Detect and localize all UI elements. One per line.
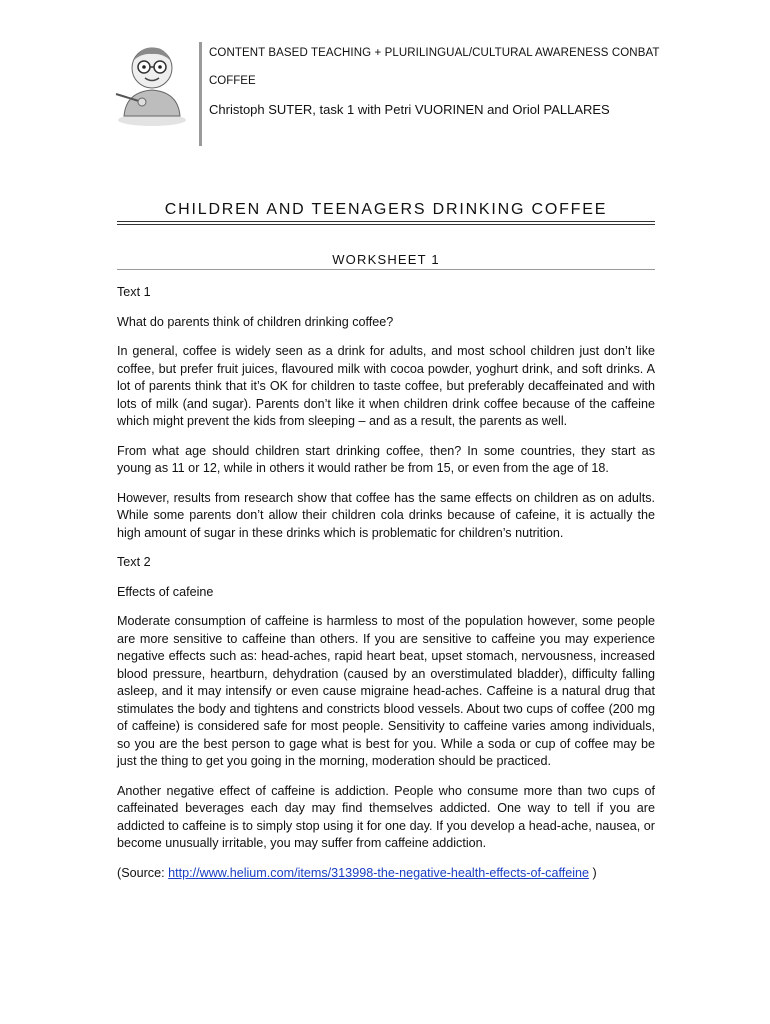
worksheet-underline — [117, 269, 655, 270]
text2-heading: Effects of cafeine — [117, 584, 214, 599]
course-title: CONTENT BASED TEACHING + PLURILINGUAL/CULTURAL AWARENESS CONBAT — [209, 47, 660, 59]
teacher-pointer-icon — [112, 40, 192, 130]
text1-label: Text 1 — [117, 285, 151, 299]
author-line: Christoph SUTER, task 1 with Petri VUORINEN and Oriol PALLARES — [209, 102, 610, 117]
text1-question: What do parents think of children drinking coffee? — [117, 314, 394, 329]
text2-paragraph: Another negative effect of caffeine is addiction. People who consume more than two cups of caffeinated beverages each day may find themselves addicted. One way to tell if you are addicted to caffeine is to simply stop using it for one day. If you develop a head-ache, nausea, or become unusually irritable, you may suffer from caffeine addiction. — [117, 783, 655, 850]
text2-paragraph: Moderate consumption of caffeine is harmless to most of the population however, some people are more sensitive to caffeine than others. If you are sensitive to caffeine you may experience negative effects such as: head-aches, rapid heart beat, upset stomach, nervousness, increased blood pressure, heartburn, dehydration (caused by an overstimulated bladder), difficulty falling asleep, and it may intensify or even cause migraine head-aches. Caffeine is a natural drug that stimulates the body and tightens and constricts blood vessels. About two cups of coffee (200 mg of caffeine) is considered safe for most people. Sensitivity to caffeine varies among individuals, so you are the best person to gage what is best for you. While a soda or cup of coffee may be just the thing to get you going in the morning, moderation should be practiced. — [117, 614, 655, 768]
source-link[interactable]: http://www.helium.com/items/313998-the-negative-health-effects-of-caffeine — [168, 865, 590, 880]
header-divider — [199, 42, 202, 146]
text1-paragraph: However, results from research show that coffee has the same effects on children as on adults. While some parents don’t allow their children cola drinks because of cafeine, it is actually the high amount of sugar in these drinks which is problematic for children’s nutrition. — [117, 490, 655, 540]
text2-label: Text 2 — [117, 555, 151, 569]
title-underline — [117, 221, 655, 225]
text1-paragraph: From what age should children start drinking coffee, then? In some countries, they start as young as 11 or 12, while in others it would rather be from 15, or even from the age of 18. — [117, 443, 655, 475]
text1-paragraph: In general, coffee is widely seen as a drink for adults, and most school children just don’t like coffee, but prefer fruit juices, flavoured milk with cocoa powder, yoghurt drink, and soft drinks. A lot of parents think that it’s OK for children to taste coffee, but preferably decaffeinated and with lots of milk (and sugar). Parents don’t like it when children drink coffee because of the caffeine which might prevent the kids from sleeping – and as a result, the parents as well. — [117, 344, 655, 428]
source-citation — [117, 865, 655, 883]
document-body — [117, 284, 655, 894]
source-suffix: ) — [589, 865, 597, 880]
document-title: CHILDREN AND TEENAGERS DRINKING COFFEE — [164, 201, 608, 218]
topic-label: COFFEE — [209, 75, 256, 87]
worksheet-heading: WORKSHEET 1 — [332, 252, 440, 267]
source-prefix: (Source: — [117, 865, 169, 880]
